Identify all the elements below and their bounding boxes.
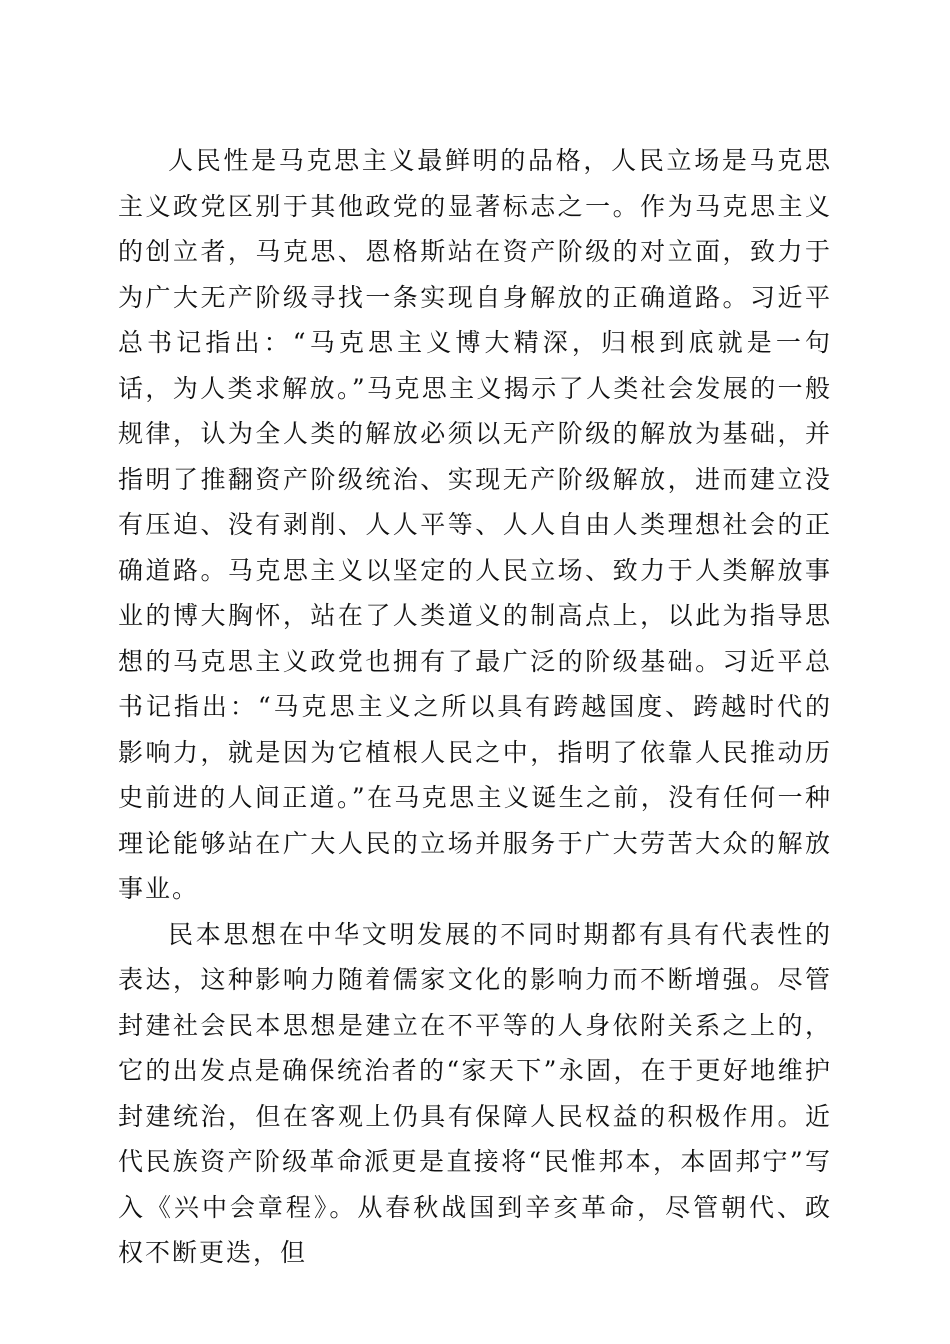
paragraph-1: 人民性是马克思主义最鲜明的品格，人民立场是马克思主义政党区别于其他政党的显著标志之一。作为马克思主义的创立者，马克思、恩格斯站在资产阶级的对立面，致力于为广大无产阶级寻找一条实现自身解放的正确道路。习近平总书记指出：“马克思主义博大精深，归根到底就是一句话，为人类求解放。”马克思主义揭示了人类社会发展的一般规律，认为全人类的解放必须以无产阶级的解放为基础，并指明了推翻资产阶级统治、实现无产阶级解放，进而建立没有压迫、没有剥削、人人平等、人人自由人类理想社会的正确道路。马克思主义以坚定的人民立场、致力于人类解放事业的博大胸怀，站在了人类道义的制高点上，以此为指导思想的马克思主义政党也拥有了最广泛的阶级基础。习近平总书记指出：“马克思主义之所以具有跨越国度、跨越时代的影响力，就是因为它植根人民之中，指明了依靠人民推动历史前进的人间正道。”在马克思主义诞生之前，没有任何一种理论能够站在广大人民的立场并服务于广大劳苦大众的解放事业。 — [118, 146, 832, 903]
document-body — [118, 138, 832, 1276]
paragraph-2: 民本思想在中华文明发展的不同时期都有具有代表性的表达，这种影响力随着儒家文化的影响力而不断增强。尽管封建社会民本思想是建立在不平等的人身依附关系之上的，它的出发点是确保统治者的“家天下”永固，在于更好地维护封建统治，但在客观上仍具有保障人民权益的积极作用。近代民族资产阶级革命派更是直接将“民惟邦本，本固邦宁”写入《兴中会章程》。从春秋战国到辛亥革命，尽管朝代、政权不断更迭，但 — [118, 919, 832, 1267]
